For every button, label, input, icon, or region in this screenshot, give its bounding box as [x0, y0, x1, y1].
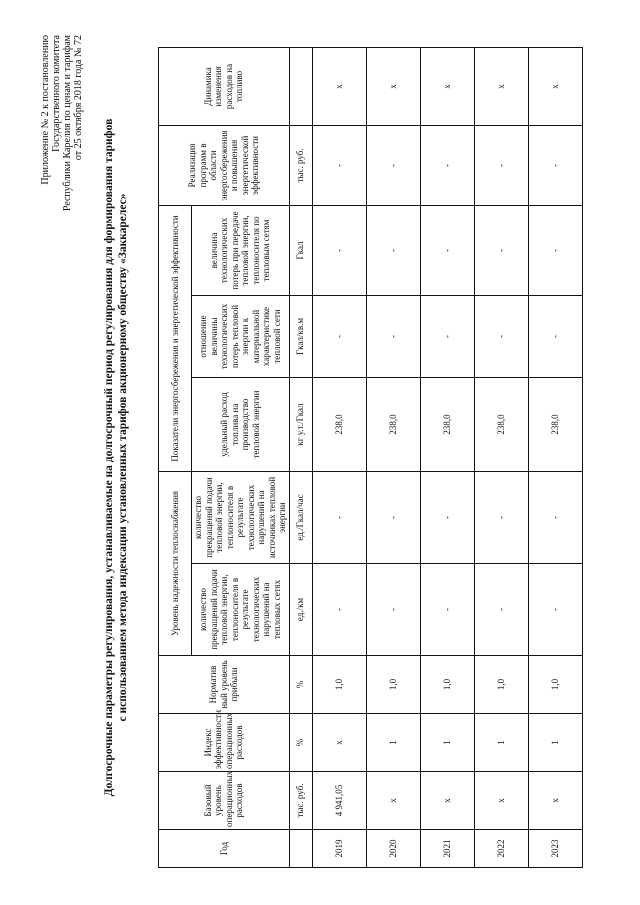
cell-year: 2021: [420, 830, 474, 868]
cell-profit-norm: 1,0: [312, 656, 366, 714]
cell-year: 2023: [528, 830, 582, 868]
annex-line: от 25 октября 2018 года № 72: [73, 35, 84, 161]
table-row: [366, 47, 420, 867]
annex-line: Республики Карелия по ценам и тарифам: [62, 35, 73, 212]
cell-year: 2019: [312, 830, 366, 868]
unit-tech-losses: Гкал: [289, 205, 312, 295]
unit-base-level: тыс. руб.: [289, 772, 312, 830]
unit-reliability-networks: ед./км: [289, 564, 312, 656]
cell-fuel-dynamics: x: [474, 47, 528, 125]
cell-fuel-dynamics: x: [420, 47, 474, 125]
cell-fuel-dynamics: x: [312, 47, 366, 125]
cell-profit-norm: 1,0: [474, 656, 528, 714]
annex-header: [40, 35, 84, 880]
cell-base-level: 4 941,05: [312, 772, 366, 830]
cell-fuel-dynamics: x: [366, 47, 420, 125]
cell-efficiency-index: x: [312, 714, 366, 772]
header-energy-group: Показатели энергосбережения и энергетической эффективности: [159, 205, 192, 471]
cell-reliability-networks: -: [528, 564, 582, 656]
cell-base-level: x: [420, 772, 474, 830]
document-page: [40, 35, 600, 880]
cell-efficiency-index: 1: [528, 714, 582, 772]
cell-loss-ratio: -: [474, 295, 528, 377]
table-row: [528, 47, 582, 867]
cell-reliability-sources: -: [474, 471, 528, 563]
cell-program: -: [312, 125, 366, 205]
cell-efficiency-index: 1: [420, 714, 474, 772]
title-line: с использованием метода индексации установленных тарифов акционерному обществу «Заккарелес»: [117, 193, 129, 722]
cell-base-level: x: [474, 772, 528, 830]
unit-loss-ratio: Гкал/кв.м: [289, 295, 312, 377]
document-title: [102, 35, 130, 880]
cell-efficiency-index: 1: [474, 714, 528, 772]
header-row-group: [159, 47, 192, 867]
cell-tech-losses: -: [366, 205, 420, 295]
cell-tech-losses: -: [474, 205, 528, 295]
header-reliability-sources: количество прекращений подачи тепловой энергии, теплоносителя в результате технологических нарушений на источниках тепловой энергии: [192, 471, 290, 563]
cell-loss-ratio: -: [366, 295, 420, 377]
header-base-level: Базовый уровень операционных расходов: [159, 772, 290, 830]
cell-profit-norm: 1,0: [420, 656, 474, 714]
cell-base-level: x: [366, 772, 420, 830]
header-profit-norm: Норматив ный уровень прибыли: [159, 656, 290, 714]
cell-program: -: [420, 125, 474, 205]
cell-efficiency-index: 1: [366, 714, 420, 772]
unit-profit-norm: %: [289, 656, 312, 714]
unit-fuel-dynamics: [289, 47, 312, 125]
cell-reliability-networks: -: [312, 564, 366, 656]
cell-loss-ratio: -: [312, 295, 366, 377]
unit-reliability-sources: ед./Гкал/час: [289, 471, 312, 563]
cell-specific-fuel: 238,0: [474, 377, 528, 471]
cell-reliability-sources: -: [420, 471, 474, 563]
unit-efficiency-index: %: [289, 714, 312, 772]
header-reliability-group: Уровень надежности теплоснабжения: [159, 471, 192, 655]
cell-program: -: [366, 125, 420, 205]
cell-tech-losses: -: [420, 205, 474, 295]
cell-reliability-sources: -: [528, 471, 582, 563]
cell-tech-losses: -: [312, 205, 366, 295]
cell-specific-fuel: 238,0: [528, 377, 582, 471]
cell-reliability-networks: -: [474, 564, 528, 656]
unit-year: [289, 830, 312, 868]
annex-line: Приложение № 2 к постановлению: [40, 35, 51, 185]
title-line: Долгосрочные параметры регулирования, устанавливаемые на долгосрочный период регулирования для формирования тарифов: [103, 118, 115, 797]
header-specific-fuel: удельный расход топлива на производство тепловой энергии: [192, 377, 290, 471]
unit-program: тыс. руб.: [289, 125, 312, 205]
header-efficiency-index: Индекс эффективности операционных расходов: [159, 714, 290, 772]
parameters-table: [158, 47, 583, 868]
header-loss-ratio: отношение величины технологических потерь тепловой энергии к материальной характеристике тепловой сети: [192, 295, 290, 377]
unit-specific-fuel: кг у.т./Гкал: [289, 377, 312, 471]
units-row: [289, 47, 312, 867]
cell-profit-norm: 1,0: [366, 656, 420, 714]
cell-fuel-dynamics: x: [528, 47, 582, 125]
cell-year: 2020: [366, 830, 420, 868]
header-tech-losses: величина технологических потерь при передаче тепловой энергии, теплоносителя по тепловым сетям: [192, 205, 290, 295]
cell-base-level: x: [528, 772, 582, 830]
header-program: Реализация программ в области энергосбережения и повышения энергетической эффективности: [159, 125, 290, 205]
cell-tech-losses: -: [528, 205, 582, 295]
cell-loss-ratio: -: [528, 295, 582, 377]
cell-specific-fuel: 238,0: [366, 377, 420, 471]
cell-specific-fuel: 238,0: [420, 377, 474, 471]
cell-program: -: [474, 125, 528, 205]
header-reliability-networks: количество прекращений подачи тепловой энергии, теплоносителя в результате технологических нарушений на тепловых сетях: [192, 564, 290, 656]
cell-profit-norm: 1,0: [528, 656, 582, 714]
cell-reliability-networks: -: [366, 564, 420, 656]
cell-reliability-sources: -: [312, 471, 366, 563]
table-row: [420, 47, 474, 867]
annex-line: Государственного комитета: [51, 35, 62, 152]
table-row: [474, 47, 528, 867]
cell-reliability-sources: -: [366, 471, 420, 563]
cell-specific-fuel: 238,0: [312, 377, 366, 471]
table-row: [312, 47, 366, 867]
cell-program: -: [528, 125, 582, 205]
cell-loss-ratio: -: [420, 295, 474, 377]
header-fuel-dynamics: Динамика изменения расходов на топливо: [159, 47, 290, 125]
cell-year: 2022: [474, 830, 528, 868]
header-year: Год: [159, 830, 290, 868]
cell-reliability-networks: -: [420, 564, 474, 656]
